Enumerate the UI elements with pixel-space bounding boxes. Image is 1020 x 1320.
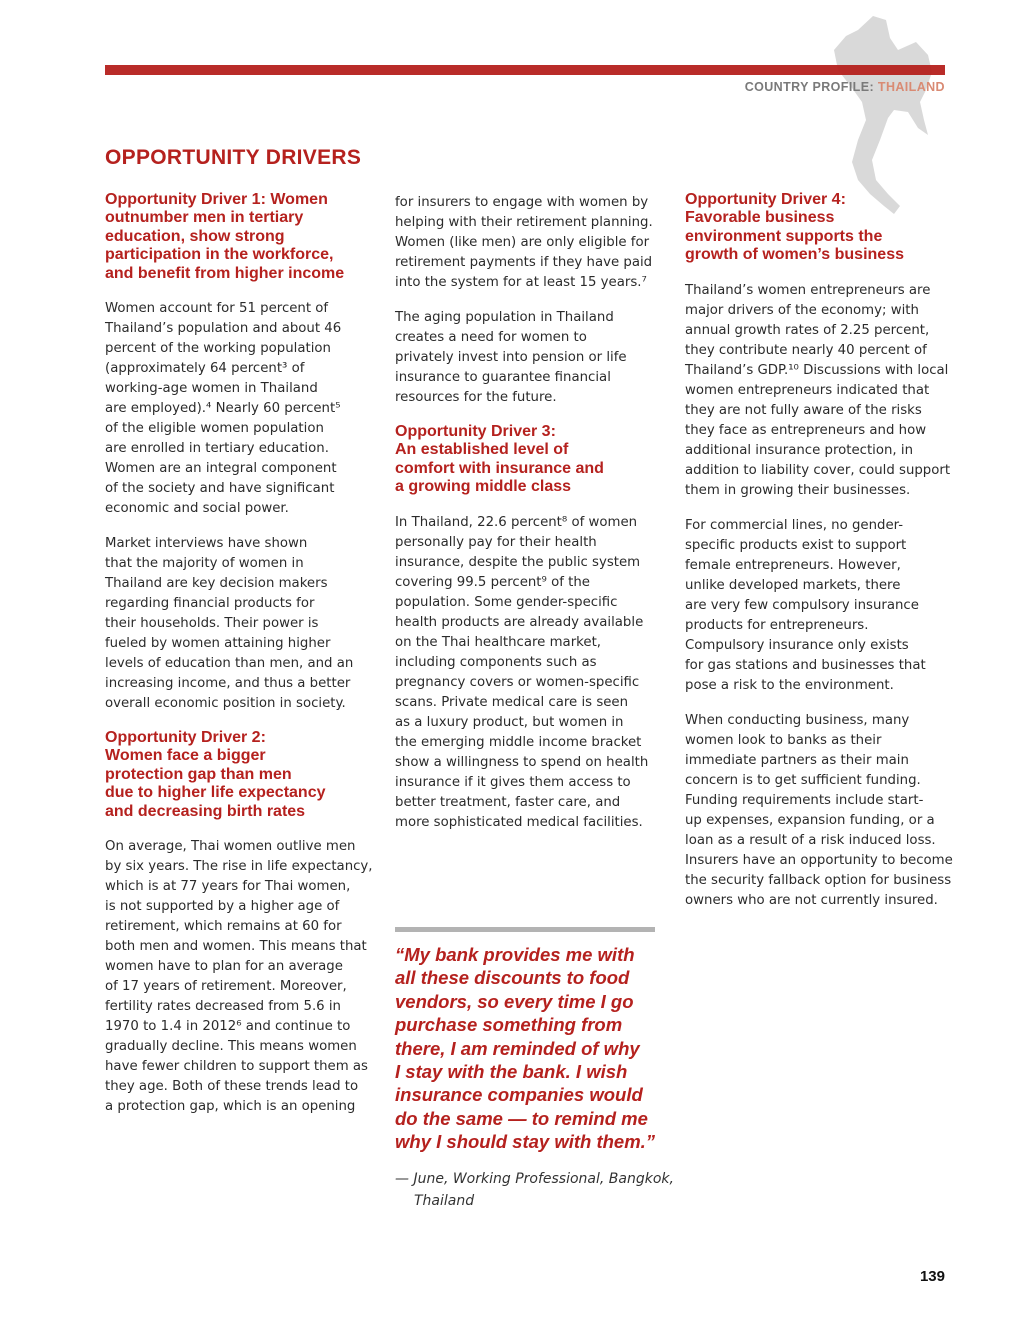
paragraph <box>685 516 955 696</box>
text-line: privately invest into pension or life <box>395 350 627 365</box>
quote-attribution <box>395 1169 674 1212</box>
text-line: overall economic position in society. <box>105 696 346 712</box>
text-line: Thailand’s GDP.¹⁰ Discussions with local <box>685 362 949 378</box>
text-line: into the system for at least 15 years.⁷ <box>395 275 647 290</box>
text-line: vendors, so every time I go <box>395 990 634 1012</box>
text-line: major drivers of the economy; with <box>685 302 919 318</box>
text-line: helping with their retirement planning. <box>395 215 653 230</box>
text-line: environment supports the <box>685 227 883 245</box>
text-line: immediate partners as their main <box>685 752 909 768</box>
text-line: they age. Both of these trends lead to <box>105 1079 359 1095</box>
text-line: by six years. The rise in life expectancy, <box>105 859 373 875</box>
text-line: Favorable business <box>685 209 835 227</box>
text-line: education, show strong <box>105 227 285 245</box>
text-line: owners who are not currently insured. <box>685 892 938 908</box>
text-line: retirement, which remains at 60 for <box>105 919 342 935</box>
text-line: female entrepreneurs. However, <box>685 557 901 573</box>
text-line: are enrolled in tertiary education. <box>105 441 329 457</box>
text-line: a growing middle class <box>395 478 572 496</box>
text-line: When conducting business, many <box>685 712 910 728</box>
text-line: insurance if it gives them access to <box>395 774 631 790</box>
text-line: the security fallback option for business <box>685 872 952 888</box>
text-line: their households. Their power is <box>105 616 319 632</box>
text-line: I stay with the bank. I wish <box>395 1061 628 1083</box>
text-line: Compulsory insurance only exists <box>685 637 909 653</box>
text-line: purchase something from <box>395 1014 623 1036</box>
text-line: Funding requirements include start- <box>685 792 924 808</box>
text-line: Opportunity Driver 4: <box>685 191 846 208</box>
text-line: regarding financial products for <box>105 596 315 612</box>
text-line: Women are an integral component <box>105 461 337 477</box>
text-line: women look to banks as their <box>685 732 882 748</box>
text-line: of the society and have significant <box>105 481 335 497</box>
text-line: loan as a result of a risk induced loss. <box>685 832 936 848</box>
text-line: population. Some gender-specific <box>395 594 618 610</box>
profile-country: THAILAND <box>877 80 945 94</box>
text-line: fertility rates decreased from 5.6 in <box>105 999 341 1015</box>
text-line: increasing income, and thus a better <box>105 676 351 692</box>
text-line: economic and social power. <box>105 501 289 517</box>
text-line: pregnancy covers or women-specific <box>395 674 640 690</box>
column-2 <box>395 193 665 848</box>
text-line: protection gap than men <box>105 765 292 783</box>
thailand-map-silhouette <box>828 10 938 220</box>
text-line: (approximately 64 percent³ of <box>105 361 305 377</box>
text-line: there, I am reminded of why <box>395 1037 640 1059</box>
text-line: gradually decline. This means women <box>105 1039 357 1055</box>
text-line: specific products exist to support <box>685 537 907 553</box>
text-line: have fewer children to support them as <box>105 1059 368 1075</box>
text-line: Opportunity Driver 2: <box>105 729 266 747</box>
text-line: Women (like men) are only eligible for <box>395 235 650 250</box>
page-title: OPPORTUNITY DRIVERS <box>105 146 362 169</box>
text-line: of the eligible women population <box>105 421 324 437</box>
text-line: — June, Working Professional, Bangkok, <box>395 1171 674 1187</box>
text-line: additional insurance protection, in <box>685 442 914 458</box>
paragraph <box>685 711 955 911</box>
text-line: Opportunity Driver 3: <box>395 423 556 440</box>
text-line: and decreasing birth rates <box>105 802 306 820</box>
text-line: concern is to get sufficient funding. <box>685 772 921 788</box>
text-line: On average, Thai women outlive men <box>105 839 356 855</box>
text-line: annual growth rates of 2.25 percent, <box>685 322 930 338</box>
text-line: a protection gap, which is an opening <box>105 1099 356 1115</box>
text-line: which is at 77 years for Thai women, <box>105 879 351 895</box>
text-line: participation in the workforce, <box>105 246 334 264</box>
text-line: resources for the future. <box>395 390 557 405</box>
text-line: due to higher life expectancy <box>105 784 326 802</box>
text-line: working-age women in Thailand <box>105 381 318 397</box>
text-line: insurance to guarantee financial <box>395 370 611 385</box>
section-heading <box>395 423 665 497</box>
text-line: women have to plan for an average <box>105 959 343 975</box>
text-line: on the Thai healthcare market, <box>395 634 602 650</box>
text-line: do the same — to remind me <box>395 1107 648 1129</box>
country-profile-label <box>745 80 945 94</box>
text-line: they are not fully aware of the risks <box>685 402 922 418</box>
text-line: growth of women’s business <box>685 246 904 264</box>
paragraph <box>685 281 955 501</box>
text-line: unlike developed markets, there <box>685 577 901 593</box>
paragraph <box>105 837 375 1117</box>
text-line: Thailand <box>414 1192 475 1209</box>
profile-label: COUNTRY PROFILE: <box>744 80 875 94</box>
text-line: personally pay for their health <box>395 534 597 550</box>
pull-quote <box>395 943 655 1154</box>
text-line: scans. Private medical care is seen <box>395 694 629 710</box>
text-line: addition to liability cover, could support <box>685 462 951 478</box>
text-line: Women face a bigger <box>105 747 266 765</box>
paragraph <box>105 299 375 519</box>
text-line: insurance companies would <box>395 1084 643 1106</box>
text-line: Insurers have an opportunity to become <box>685 852 953 868</box>
text-line: percent of the working population <box>105 341 331 357</box>
text-line: better treatment, faster care, and <box>395 794 621 810</box>
text-line: fueled by women attaining higher <box>105 636 331 652</box>
text-line: including components such as <box>395 654 597 670</box>
text-line: comfort with insurance and <box>395 459 604 477</box>
text-line: the emerging middle income bracket <box>395 734 642 750</box>
text-line: Women account for 51 percent of <box>105 301 329 317</box>
paragraph <box>395 193 665 293</box>
text-line: products for entrepreneurs. <box>685 617 869 633</box>
text-line: and benefit from higher income <box>105 264 345 282</box>
text-line: are very few compulsory insurance <box>685 597 919 613</box>
text-line: pose a risk to the environment. <box>685 677 894 693</box>
header-rule <box>105 65 945 75</box>
page-number: 139 <box>919 1268 945 1285</box>
section-heading <box>685 191 955 265</box>
text-line: them in growing their businesses. <box>685 482 911 498</box>
quote-divider <box>395 927 655 932</box>
text-line: Market interviews have shown <box>105 536 308 552</box>
paragraph <box>395 513 665 833</box>
text-line: for insurers to engage with women by <box>395 195 649 210</box>
text-line: health products are already available <box>395 614 644 630</box>
text-line: For commercial lines, no gender- <box>685 517 904 533</box>
text-line: “My bank provides me with <box>395 944 635 965</box>
text-line: why I should stay with them.” <box>395 1131 656 1153</box>
text-line: up expenses, expansion funding, or a <box>685 812 935 828</box>
text-line: that the majority of women in <box>105 556 304 572</box>
text-line: Opportunity Driver 1: Women <box>105 191 328 208</box>
text-line: of 17 years of retirement. Moreover, <box>105 979 347 995</box>
text-line: they contribute nearly 40 percent of <box>685 342 927 358</box>
text-line: women entrepreneurs indicated that <box>685 382 930 398</box>
text-line: outnumber men in tertiary <box>105 209 304 227</box>
text-line: Thailand are key decision makers <box>105 576 328 592</box>
text-line: covering 99.5 percent⁹ of the <box>395 574 590 590</box>
text-line: show a willingness to spend on health <box>395 754 649 770</box>
text-line: as a luxury product, but women in <box>395 714 624 730</box>
paragraph <box>395 308 665 408</box>
section-heading <box>105 191 375 283</box>
text-line: insurance, despite the public system <box>395 554 641 570</box>
text-line: In Thailand, 22.6 percent⁸ of women <box>395 514 638 530</box>
text-line: 1970 to 1.4 in 2012⁶ and continue to <box>105 1019 351 1035</box>
text-line: levels of education than men, and an <box>105 656 354 672</box>
text-line: An established level of <box>395 441 569 459</box>
text-line: they face as entrepreneurs and how <box>685 422 927 438</box>
text-line: more sophisticated medical facilities. <box>395 814 643 830</box>
text-line: creates a need for women to <box>395 330 587 345</box>
text-line: The aging population in Thailand <box>395 310 614 325</box>
text-line: is not supported by a higher age of <box>105 899 340 915</box>
text-line: all these discounts to food <box>395 967 630 989</box>
text-line: Thailand’s population and about 46 <box>105 321 342 337</box>
text-line: retirement payments if they have paid <box>395 255 653 270</box>
text-line: Thailand’s women entrepreneurs are <box>685 282 931 298</box>
column-3 <box>685 191 955 926</box>
text-line: are employed).⁴ Nearly 60 percent⁵ <box>105 401 341 417</box>
column-1 <box>105 191 375 1132</box>
section-heading <box>105 729 375 821</box>
text-line: for gas stations and businesses that <box>685 657 926 673</box>
text-line: both men and women. This means that <box>105 939 367 955</box>
paragraph <box>105 534 375 714</box>
